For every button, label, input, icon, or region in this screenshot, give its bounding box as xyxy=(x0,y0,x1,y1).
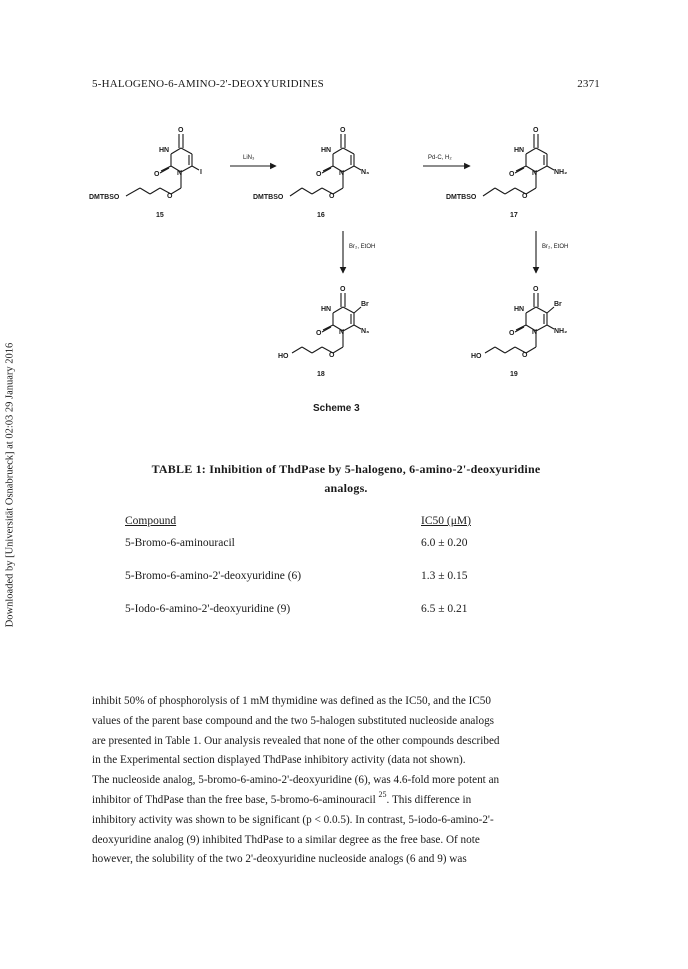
reaction-scheme xyxy=(78,108,608,420)
text-line: are presented in Table 1. Our analysis revealed that none of the other compounds described xyxy=(92,734,500,747)
text-span: . This difference in xyxy=(386,793,472,806)
table-title-line: TABLE 1: Inhibition of ThdPase by 5-halogeno, 6-amino-2'-deoxyuridine xyxy=(151,462,541,476)
compound-number: 17 xyxy=(510,212,518,219)
atom-label: O xyxy=(533,286,539,293)
atom-label: HO xyxy=(278,353,289,360)
atom-label: I xyxy=(200,169,202,176)
table-cell-ic50: 1.3 ± 0.15 xyxy=(421,570,468,582)
reagent-label: Br₂, EtOH xyxy=(349,244,376,250)
atom-label: N₃ xyxy=(361,328,370,335)
atom-label: DMTBSO xyxy=(89,194,120,201)
text-line: however, the solubility of the two 2'-deoxyuridine nucleoside analogs (6 and 9) was xyxy=(92,853,467,866)
atom-label: N xyxy=(532,170,538,177)
column-header-compound: Compound xyxy=(125,515,177,527)
scheme-svg xyxy=(78,108,608,420)
atom-label: NH₂ xyxy=(554,169,568,176)
table-cell-ic50: 6.5 ± 0.21 xyxy=(421,603,468,615)
atom-label: HN xyxy=(159,147,170,154)
text-span: inhibitor of ThdPase than the free base, 5-bromo-6-aminouracil xyxy=(92,793,376,806)
table-row xyxy=(125,537,545,570)
table-row xyxy=(125,603,545,636)
text-line: deoxyuridine analog (9) inhibited ThdPase to a similar degree as the free base. Of note xyxy=(92,833,480,846)
atom-label: N₃ xyxy=(361,169,370,176)
atom-label: DMTBSO xyxy=(446,194,477,201)
table-title xyxy=(92,460,600,498)
atom-label: O xyxy=(522,352,528,359)
column-header-ic50: IC50 (μM) xyxy=(421,515,471,527)
atom-label: O xyxy=(509,171,515,178)
compound-number: 16 xyxy=(317,212,325,219)
atom-label: O xyxy=(329,193,335,200)
table-header-row xyxy=(125,515,545,537)
atom-label: N xyxy=(532,329,538,336)
text-line: values of the parent base compound and the two 5-halogen substituted nucleoside analogs xyxy=(92,714,495,727)
reagent-label: LiN₃ xyxy=(243,155,255,161)
reagent-label: Br₂, EtOH xyxy=(542,244,569,250)
text-line: inhibit 50% of phosphorolysis of 1 mM thymidine was defined as the IC50, and the IC50 xyxy=(92,695,491,707)
atom-label: HN xyxy=(514,147,525,154)
compound-number: 19 xyxy=(510,371,518,378)
atom-label: O xyxy=(316,330,322,337)
text-line: The nucleoside analog, 5-bromo-6-amino-2'-deoxyuridine (6), was 4.6-fold more potent an xyxy=(92,774,500,787)
table-cell-ic50: 6.0 ± 0.20 xyxy=(421,537,468,549)
atom-label: O xyxy=(509,330,515,337)
body-text xyxy=(92,692,600,870)
page-number: 2371 xyxy=(577,78,600,90)
atom-label: NH₂ xyxy=(554,328,568,335)
atom-label: O xyxy=(316,171,322,178)
atom-label: HO xyxy=(471,353,482,360)
running-head-title: 5-HALOGENO-6-AMINO-2'-DEOXYURIDINES xyxy=(92,78,325,90)
running-head xyxy=(92,78,600,94)
atom-label: HN xyxy=(321,306,332,313)
table-title-line: analogs. xyxy=(324,481,368,495)
compound-number: 15 xyxy=(156,212,164,219)
text-line: in the Experimental section displayed ThdPase inhibitory activity (data not shown). xyxy=(92,754,466,767)
inhibition-table xyxy=(125,515,545,636)
atom-label: Br xyxy=(554,301,562,308)
atom-label: O xyxy=(178,127,184,134)
atom-label: O xyxy=(522,193,528,200)
download-watermark-text: Downloaded by [Universität Osnabrueck] at 02:03 29 January 2016 xyxy=(4,342,16,627)
atom-label: O xyxy=(154,171,160,178)
scheme-caption: Scheme 3 xyxy=(313,403,360,414)
download-watermark xyxy=(2,0,18,969)
atom-label: O xyxy=(329,352,335,359)
atom-label: O xyxy=(533,127,539,134)
text-line: inhibitory activity was shown to be significant (p < 0.0.5). In contrast, 5-iodo-6-amino-2'- xyxy=(92,813,494,826)
table-row xyxy=(125,570,545,603)
atom-label: HN xyxy=(321,147,332,154)
atom-label: DMTBSO xyxy=(253,194,284,201)
atom-label: O xyxy=(340,286,346,293)
table-cell-compound: 5-Bromo-6-amino-2'-deoxyuridine (6) xyxy=(125,570,302,582)
atom-label: O xyxy=(167,193,173,200)
text-line-with-citation xyxy=(92,791,600,811)
reagent-label: Pd-C, H₂ xyxy=(428,155,452,161)
atom-label: N xyxy=(339,170,345,177)
atom-label: N xyxy=(177,170,183,177)
table-cell-compound: 5-Iodo-6-amino-2'-deoxyuridine (9) xyxy=(125,603,291,615)
atom-label: N xyxy=(339,329,345,336)
atom-label: O xyxy=(340,127,346,134)
atom-label: HN xyxy=(514,306,525,313)
citation-superscript: 25 xyxy=(378,789,387,799)
compound-number: 18 xyxy=(317,371,325,378)
atom-label: Br xyxy=(361,301,369,308)
table-cell-compound: 5-Bromo-6-aminouracil xyxy=(125,537,235,549)
